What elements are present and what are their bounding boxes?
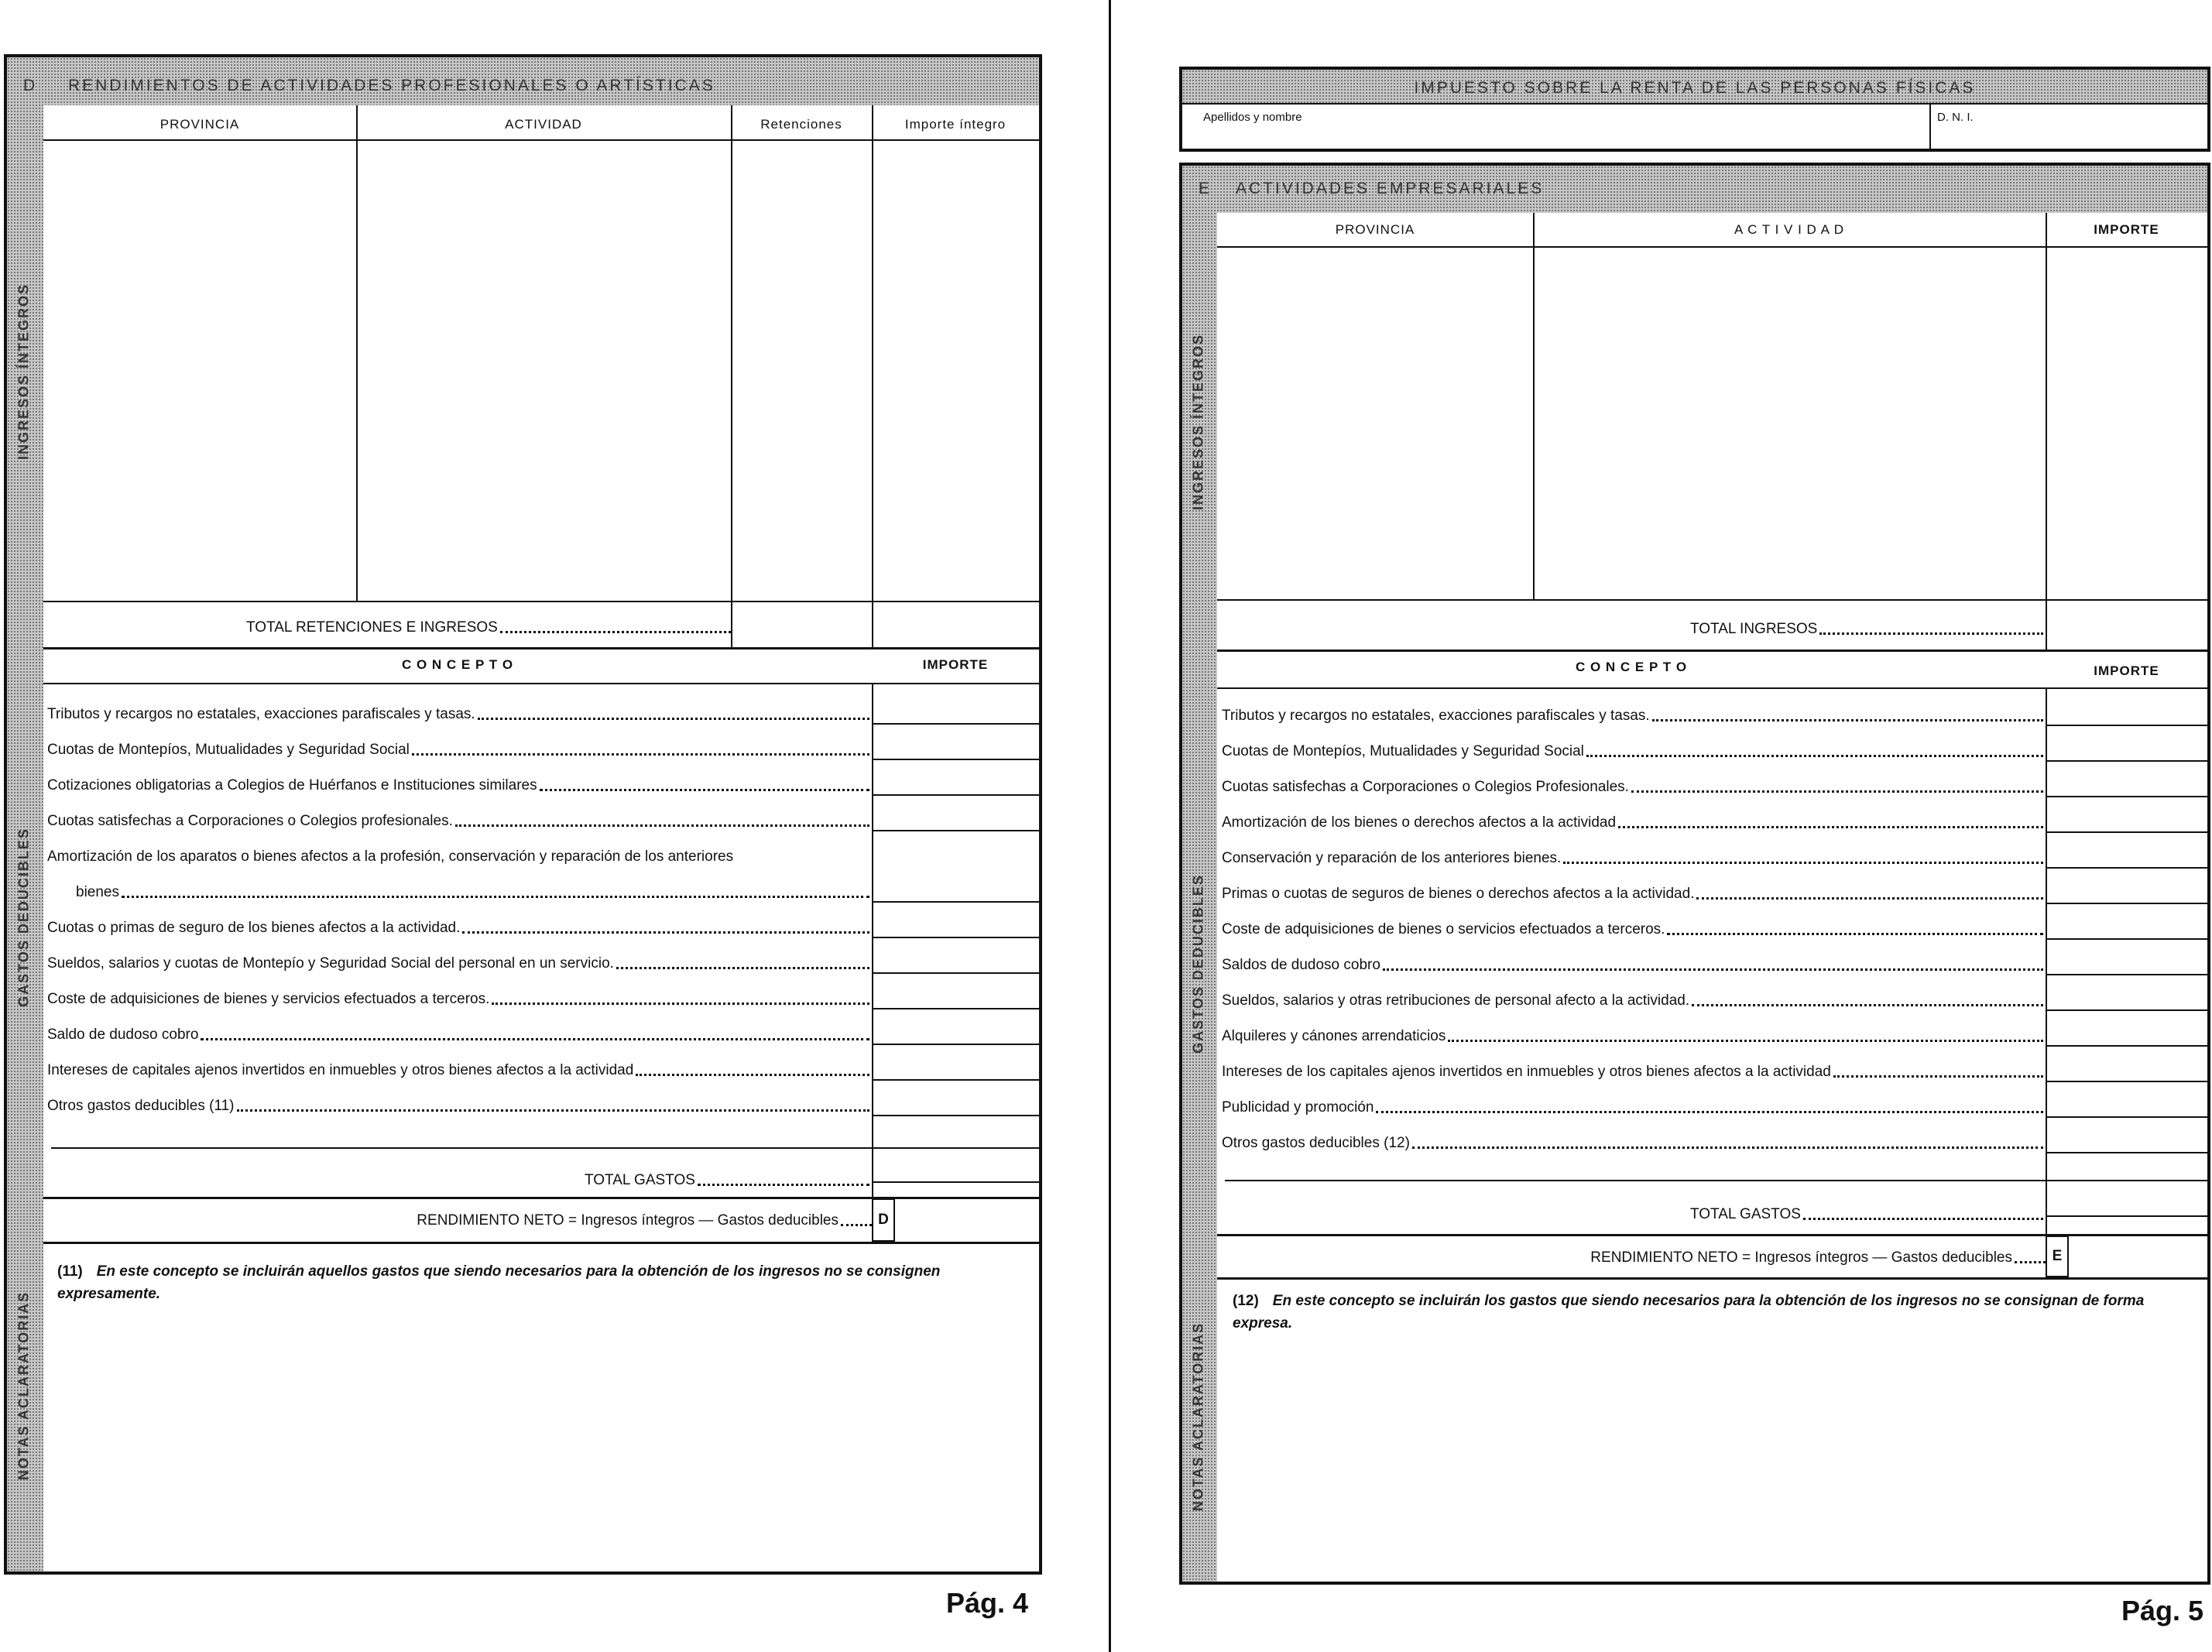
left-total-gastos-field[interactable] xyxy=(873,1149,1037,1180)
right-concepto-header-line xyxy=(1217,687,2207,689)
right-apellidos-field[interactable] xyxy=(1184,124,1927,147)
left-concept-row: bienes xyxy=(76,879,869,901)
right-concept-row: Publicidad y promoción xyxy=(1222,1095,2043,1116)
right-concept-row: Amortización de los bienes o derechos afectos a la actividad xyxy=(1222,810,2043,831)
left-importe-line xyxy=(872,901,1039,903)
left-note-number: (11) xyxy=(57,1263,83,1280)
right-concept-row: Primas o cuotas de seguros de bienes o derechos afectos a la actividad. xyxy=(1222,881,2043,903)
right-income-section-end xyxy=(1217,649,2207,652)
left-rendimiento-label: RENDIMIENTO NETO = Ingresos íntegros — Gastos deducibles xyxy=(417,1212,839,1229)
left-importe-header: IMPORTE xyxy=(922,657,989,672)
right-concept-row: Tributos y recargos no estatales, exacciones parafiscales y tasas. xyxy=(1222,703,2043,725)
right-id-title-line xyxy=(1182,103,2207,105)
left-importe-line xyxy=(872,937,1039,938)
left-concepto-header: C O N C E P T O xyxy=(401,657,514,672)
left-income-section-end xyxy=(43,647,1039,649)
right-col-importe: IMPORTE xyxy=(2094,222,2159,237)
right-side-label-income: INGRESOS ÍNTEGROS xyxy=(1190,333,1206,511)
right-side-label-expenses: GASTOS DEDUCIBLES xyxy=(1190,874,1206,1054)
left-total-retenciones-field[interactable] xyxy=(732,602,870,646)
right-importe-header: IMPORTE xyxy=(2094,663,2159,678)
right-rendimiento-row xyxy=(1471,1245,2046,1266)
right-rendimiento-field[interactable] xyxy=(2069,1237,2207,1277)
left-importe-line xyxy=(872,794,1039,796)
right-concept-row: Alquileres y cánones arrendaticios xyxy=(1222,1023,2043,1045)
left-concept-row: Tributos y recargos no estatales, exacciones parafiscales y tasas. xyxy=(47,701,869,723)
left-concept-row: Cuotas de Montepíos, Mutualidades y Seguridad Social xyxy=(47,737,869,759)
right-total-ingresos-label: TOTAL INGRESOS xyxy=(1690,621,1818,637)
right-importe-line xyxy=(2046,725,2207,726)
left-col-importe-integro: Importe íntegro xyxy=(904,117,1007,132)
right-total-ingresos-field[interactable] xyxy=(2047,601,2206,647)
right-concept-row: Cuotas satisfechas a Corporaciones o Colegios Profesionales. xyxy=(1222,774,2043,796)
right-page-number: Pág. 5 xyxy=(2121,1595,2204,1626)
right-concepto-header: C O N C E P T O xyxy=(1575,660,1688,674)
right-total-ingresos-row xyxy=(1690,616,2043,638)
left-note xyxy=(57,1260,1029,1305)
left-total-retenciones-row xyxy=(246,615,731,636)
right-dni-field[interactable] xyxy=(1932,124,2206,147)
left-importe-line xyxy=(872,972,1039,974)
right-section-title: ACTIVIDADES EMPRESARIALES xyxy=(1236,180,1545,197)
page-divider xyxy=(1109,0,1111,1652)
left-col-divider-2 xyxy=(731,105,732,647)
right-importe-line xyxy=(2046,760,2207,762)
left-importe-line xyxy=(872,830,1039,831)
left-total-ingresos-field[interactable] xyxy=(873,602,1037,646)
left-importe-line xyxy=(872,1008,1039,1009)
left-total-gastos-label: TOTAL GASTOS xyxy=(585,1172,695,1188)
right-importe-line xyxy=(2046,1009,2207,1011)
right-importe-line xyxy=(2046,938,2207,940)
left-side-label-income: INGRESOS ÍNTEGROS xyxy=(15,283,32,461)
left-concept-row: Intereses de capitales ajenos invertidos en inmuebles y otros bienes afectos a la actividad xyxy=(47,1057,869,1079)
left-importe-line xyxy=(872,1115,1039,1116)
right-dni-label: D. N. I. xyxy=(1937,111,1974,124)
right-importe-line xyxy=(2046,831,2207,833)
right-rendimiento-letter: E xyxy=(2046,1236,2069,1277)
right-importe-line xyxy=(2046,974,2207,975)
left-col-provincia: PROVINCIA xyxy=(159,117,240,132)
right-header-row-line xyxy=(1217,246,2207,248)
right-importe-line xyxy=(2046,867,2207,869)
left-section-title: RENDIMIENTOS DE ACTIVIDADES PROFESIONALES O ARTÍSTICAS xyxy=(68,77,715,94)
right-importe-line xyxy=(2046,1116,2207,1118)
left-col-divider-1 xyxy=(356,105,358,601)
left-concept-row: Amortización de los aparatos o bienes afectos a la profesión, conservación y reparación de los anteriores xyxy=(47,848,734,865)
left-side-label-notes: NOTAS ACLARATORIAS xyxy=(15,1290,32,1481)
left-page-number: Pág. 4 xyxy=(946,1587,1029,1619)
left-concept-row: Cuotas satisfechas a Corporaciones o Colegios profesionales. xyxy=(47,808,869,830)
left-rendimiento-row xyxy=(325,1208,872,1229)
right-importe-line xyxy=(2046,1045,2207,1047)
left-concept-row: Saldo de dudoso cobro xyxy=(47,1022,869,1044)
left-importe-line xyxy=(872,759,1039,760)
right-dni-divider xyxy=(1929,104,1931,149)
right-concept-row: Intereses de los capitales ajenos invertidos en inmuebles y otros bienes afectos a la actividad xyxy=(1222,1059,2043,1081)
right-col-divider-2 xyxy=(2046,213,2047,649)
right-importe-line xyxy=(2046,796,2207,797)
left-col-actividad: ACTIVIDAD xyxy=(505,117,582,132)
right-side-label-notes: NOTAS ACLARATORIAS xyxy=(1190,1321,1206,1512)
right-total-gastos-row xyxy=(1690,1201,2043,1223)
left-importe-line xyxy=(872,1044,1039,1045)
left-note-text: En este concepto se incluirán aquellos gastos que siendo necesarios para la obtención de los ingresos no se consignen expresamente. xyxy=(57,1263,941,1302)
right-note xyxy=(1233,1290,2199,1335)
left-side-label-expenses: GASTOS DEDUCIBLES xyxy=(15,828,32,1007)
right-rendimiento-label: RENDIMIENTO NETO = Ingresos íntegros — Gastos deducibles xyxy=(1590,1249,2012,1266)
right-header-title: IMPUESTO SOBRE LA RENTA DE LAS PERSONAS FÍSICAS xyxy=(1414,79,1976,97)
left-concept-row: Otros gastos deducibles (11) xyxy=(47,1093,869,1115)
right-total-gastos-field[interactable] xyxy=(2047,1181,2206,1214)
right-note-number: (12) xyxy=(1233,1293,1259,1309)
right-concept-row: Otros gastos deducibles (12) xyxy=(1222,1130,2043,1152)
left-importe-line xyxy=(872,723,1039,725)
left-rendimiento-letter: D xyxy=(872,1198,895,1242)
left-rendimiento-end xyxy=(43,1242,1039,1244)
left-concept-row: Sueldos, salarios y cuotas de Montepío y Seguridad Social del personal en un servicio. xyxy=(47,951,869,972)
right-concept-row: Conservación y reparación de los anteriores bienes. xyxy=(1222,845,2043,867)
right-section-letter: E xyxy=(1199,180,1212,197)
right-concept-row: Cuotas de Montepíos, Mutualidades y Seguridad Social xyxy=(1222,739,2043,760)
left-concept-row: Cotizaciones obligatorias a Colegios de Huérfanos e Instituciones similares xyxy=(47,773,869,794)
right-importe-line xyxy=(2046,1081,2207,1082)
left-importe-line xyxy=(872,1181,1039,1183)
left-concept-row: Cuotas o primas de seguro de los bienes afectos a la actividad. xyxy=(47,915,869,937)
right-apellidos-label: Apellidos y nombre xyxy=(1203,111,1302,124)
left-form-body xyxy=(43,105,1039,1571)
left-concepto-header-line xyxy=(43,683,1039,684)
right-rendimiento-end xyxy=(1217,1277,2207,1280)
left-concept-row: Coste de adquisiciones de bienes y servicios efectuados a terceros. xyxy=(47,986,869,1008)
left-col-divider-3 xyxy=(872,105,873,647)
right-note-text: En este concepto se incluirán los gastos que siendo necesarios para la obtención de los ingresos no se consignan de forma expresa. xyxy=(1233,1293,2145,1332)
left-section-letter: D xyxy=(23,77,38,94)
right-concept-row: Coste de adquisiciones de bienes o servicios efectuados a terceros. xyxy=(1222,917,2043,938)
right-importe-line xyxy=(2046,903,2207,904)
left-header-row-line xyxy=(43,139,1039,141)
right-importe-line xyxy=(2046,1215,2207,1217)
right-concept-row: Sueldos, salarios y otras retribuciones de personal afecto a la actividad. xyxy=(1222,988,2043,1009)
right-col-divider-1 xyxy=(1533,213,1535,599)
left-total-gastos-row xyxy=(585,1167,869,1189)
right-concept-row: Saldos de dudoso cobro xyxy=(1222,952,2043,974)
right-total-gastos-label: TOTAL GASTOS xyxy=(1690,1206,1801,1222)
right-importe-line xyxy=(2046,1152,2207,1153)
right-col-actividad: A C T I V I D A D xyxy=(1734,222,1845,237)
left-importe-line xyxy=(872,1079,1039,1081)
left-total-retenciones-label: TOTAL RETENCIONES E INGRESOS xyxy=(246,619,498,636)
left-col-retenciones: Retenciones xyxy=(760,117,842,132)
left-rendimiento-field[interactable] xyxy=(895,1200,1039,1242)
right-col-provincia: PROVINCIA xyxy=(1335,222,1415,237)
